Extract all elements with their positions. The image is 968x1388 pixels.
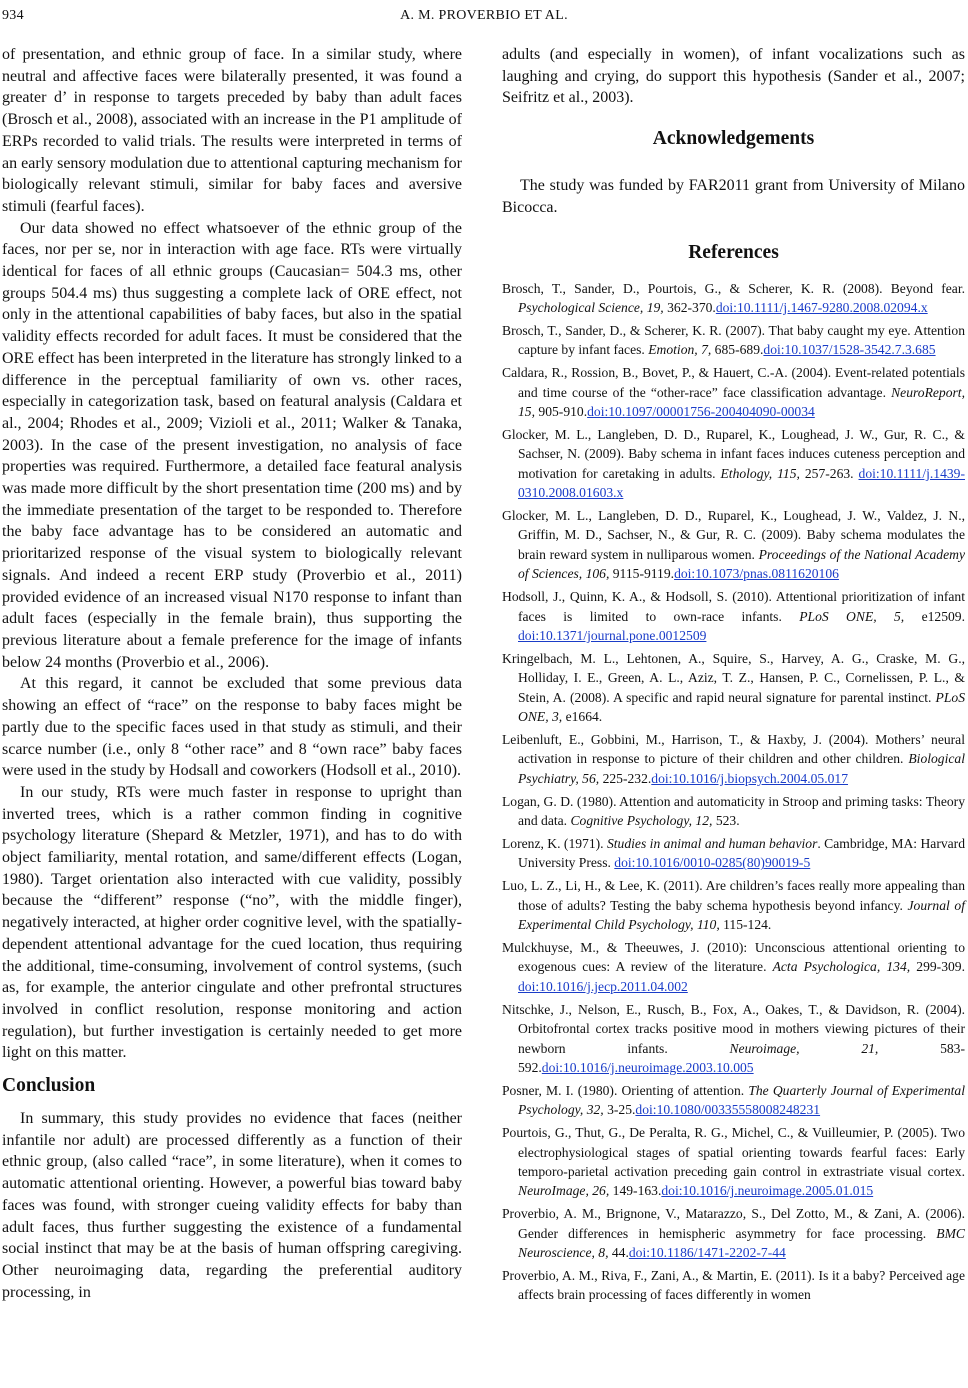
reference-pages: 115-124. <box>719 917 772 933</box>
reference-pages: 257-263. <box>799 465 859 481</box>
doi-link[interactable]: doi:10.1111/j.1467-9280.2008.02094.x <box>715 299 928 315</box>
reference-pages: 3-25. <box>603 1102 636 1118</box>
reference-item <box>502 730 965 788</box>
reference-item <box>502 834 965 873</box>
doi-link[interactable]: doi:10.1186/1471-2202-7-44 <box>628 1245 786 1261</box>
reference-journal: NeuroReport, 15, <box>518 384 965 419</box>
doi-link[interactable]: doi:10.1111/j.1439-0310.2008.01603.x <box>518 465 965 501</box>
reference-item <box>502 792 965 831</box>
reference-item <box>502 1123 965 1201</box>
reference-journal: NeuroImage, 26, <box>518 1183 610 1199</box>
body-paragraph: At this regard, it cannot be excluded that some previous data showing an effect of “race” on the response to baby faces might be partly due to the specific faces used in that study as stimuli, and their scarce number (i.e., only 8 “other race” and 8 “own race” baby faces were used in the study by Hodsall and coworkers (Hodsoll et al., 2010). <box>2 675 462 780</box>
doi-link[interactable]: doi:10.1037/1528-3542.7.3.685 <box>763 342 936 358</box>
reference-authors-title: Glocker, M. L., Langleben, D. D., Ruparel, K., Loughead, J. W., Valdez, J. N., Griffin, M. D., Sachser, N., & Gur, R. C. (2009). Baby schema modulates the brain reward system in nulliparous women. <box>502 507 965 562</box>
reference-authors-title: Kringelbach, M. L., Lehtonen, A., Squire, S., Harvey, A. G., Craske, M. G., Holliday, I. E., Green, A. L., Aziz, T. Z., Hansen, P. C., Cornelissen, P. L., & Stein, A. (2008). A specific and rapid neural signature for parental instinct. <box>502 650 965 705</box>
page-header <box>0 8 968 28</box>
acknowledgements-heading: Acknowledgements <box>652 128 815 150</box>
reference-item <box>502 425 965 503</box>
reference-pages: 583-592. <box>518 1040 965 1075</box>
reference-journal: Ethology, 115, <box>720 465 800 481</box>
reference-journal: BMC Neuroscience, 8, <box>518 1225 965 1261</box>
reference-item <box>502 938 965 996</box>
reference-pages: 685-689. <box>711 342 764 358</box>
reference-item <box>502 1000 965 1078</box>
reference-pages: 149-163. <box>609 1183 662 1199</box>
reference-journal: Studies in animal and human behavior <box>606 835 818 851</box>
doi-link[interactable]: doi:10.1016/j.biopsych.2004.05.017 <box>651 770 849 786</box>
doi-link[interactable]: doi:10.1080/00335558008248231 <box>635 1102 821 1118</box>
body-paragraph: of presentation, and ethnic group of face. In a similar study, where neutral and affective faces were bilaterally presented, it was found a greater d’ in response to targets preceded by baby than adult faces (Brosch et al., 2008), associated with an increase in the P1 amplitude of ERPs recorded to valid trials. The results were interpreted in terms of an early sensory modulation due to attentional capturing mechanism for biologically relevant stimuli, similar for baby faces and aversive stimuli (fearful faces). <box>2 46 462 215</box>
reference-authors-title: Luo, L. Z., Li, H., & Lee, K. (2011). Are children’s faces really more appealing than those of adults? Testing the baby schema hypothesis beyond infancy. <box>502 878 965 913</box>
reference-authors-title: Nitschke, J., Nelson, E., Rusch, B., Fox, A., Oakes, T., & Davidson, R. (2004). Orbitofrontal cortex tracks positive mood in mothers viewing pictures of their newborn infants. <box>502 1001 965 1056</box>
reference-item <box>502 506 965 584</box>
reference-item <box>502 1204 965 1262</box>
reference-journal: The Quarterly Journal of Experimental Psychology, 32, <box>518 1082 965 1118</box>
reference-journal: Proceedings of the National Academy of Sciences, 106, <box>518 546 965 582</box>
doi-link[interactable]: doi:10.1016/j.jecp.2011.04.002 <box>518 978 688 994</box>
doi-link[interactable]: doi:10.1097/00001756-200404090-00034 <box>587 403 815 419</box>
reference-authors-title: Posner, M. I. (1980). Orienting of attention. <box>502 1082 749 1098</box>
reference-journal: Psychological Science, 19, <box>518 299 664 315</box>
reference-pages: 9115-9119. <box>609 566 675 582</box>
body-paragraph: In our study, RTs were much faster in response to upright than inverted trees, which is a rather common finding in cognitive psychology literature (Shepard & Metzler, 1971), and has to do with object familiarity, mental rotation, and same/different effects (Logan, 1980). Target orientation also interacted with cue validity, possibly because the “different” response (“no”, with the middle finger), negatively interacted, at higher order cognitive level, with the spatially-dependent attentional advantage for the cued location, thus requiring the additional, time-consuming, involvement of control systems, (such as, for example, the anterior cingulate and other prefrontal structures involved in conflict resolution, response monitoring and action regulation), but further investigation is certainly needed to get more light on this matter. <box>2 783 462 1062</box>
right-column <box>502 44 965 1308</box>
reference-journal: Acta Psychologica, 134, <box>772 959 911 975</box>
reference-item <box>502 321 965 360</box>
reference-authors-title: Glocker, M. L., Langleben, D. D., Ruparel, K., Loughead, J. W., Gur, R. C., & Sachser, N. (2009). Baby schema in infant faces induces cuteness perception and motivation for caretaking in adults. <box>502 426 965 481</box>
reference-pages: e12509. <box>904 608 966 624</box>
reference-journal: PLoS ONE, 3, <box>518 689 965 725</box>
reference-pages: 44. <box>608 1245 629 1261</box>
reference-journal: Neuroimage, 21, <box>729 1040 879 1056</box>
reference-item <box>502 279 965 318</box>
reference-authors-title: Mulckhuyse, M., & Theeuwes, J. (2010): Unconscious attentional orienting to exogenous cues: A review of the literature. <box>502 940 965 975</box>
reference-journal: Cognitive Psychology, 12, <box>570 813 713 829</box>
reference-journal: Journal of Experimental Child Psychology, 110, <box>518 897 965 933</box>
reference-authors-title: Lorenz, K. (1971). <box>502 835 607 851</box>
running-head: A. M. PROVERBIO ET AL. <box>400 8 568 23</box>
reference-authors-title: Logan, G. D. (1980). Attention and automaticity in Stroop and priming tasks: Theory and data. <box>502 793 965 829</box>
reference-authors-title: Leibenluft, E., Gobbini, M., Harrison, T., & Haxby, J. (2004). Mothers’ neural activation in response to picture of their children and other children. <box>502 731 965 767</box>
reference-item <box>502 363 965 421</box>
reference-item <box>502 649 965 727</box>
reference-pages: 362-370. <box>663 299 716 315</box>
reference-authors-title: Proverbio, A. M., Riva, F., Zani, A., & Martin, E. (2011). Is it a baby? Perceived age affects brain processing of faces differently in women <box>502 1268 965 1303</box>
left-column <box>2 44 462 1303</box>
body-paragraph: adults (and especially in women), of infant vocalizations such as laughing and crying, do support this hypothesis (Sander et al., 2007; Seifritz et al., 2003). <box>502 46 965 107</box>
doi-link[interactable]: doi:10.1016/j.neuroimage.2003.10.005 <box>541 1059 754 1075</box>
reference-authors-title: Proverbio, A. M., Brignone, V., Matarazzo, S., Del Zotto, M., & Zani, A. (2006). Gender differences in hemispheric asymmetry for face processing. <box>502 1206 965 1241</box>
reference-item <box>502 1266 965 1305</box>
references-heading: References <box>688 241 779 263</box>
body-paragraph: Our data showed no effect whatsoever of the ethnic group of the faces, nor per se, nor in interaction with age face. RTs were virtually identical for faces of all ethnic groups (Caucasian= 504.3 ms, other groups 504.4 ms) thus suggesting a complete lack of ORE effect, not only in the attentional capabilities of baby faces, but also in the spatial validity effects recorded for adult faces. It must be considered that the ORE effect has been interpreted in the literature has strongly linked to a difference in the perceptual familiarity of own vs. other races, especially in categorization task, based on featural analysis (Caldara et al., 2004; Rhodes et al., 2009; Vizioli et al., 2011; Walker & Tanaka, 2003). In the case of the present investigation, no analysis of face properties was required. Furthermore, a detailed face featural analysis was made more difficult by the short presentation time (200 ms) and by the immediate presentation of the target to be responded to. Therefore the baby face advantage has to be considered an automatic and prioritarized response of the visual system to biologically relevant signals. And indeed a recent ERP study (Proverbio et al., 2011) provided evidence of an increased visual N170 response to infant than adult faces (especially in the female brain), thus supporting the previous literature about a female preference for the image of infants below 24 months (Proverbio et al., 2006). <box>2 219 462 671</box>
doi-link[interactable]: doi:10.1073/pnas.0811620106 <box>674 566 839 582</box>
reference-item <box>502 1081 965 1120</box>
reference-pages: 905-910. <box>535 403 588 419</box>
reference-journal: Emotion, 7, <box>648 342 712 358</box>
reference-pages: 225-232. <box>599 770 652 786</box>
conclusion-paragraph: In summary, this study provides no evidence that faces (neither infantile nor adult) are processed differently as a function of their ethnic group, (also called “race”, in some literature), when it comes to automatic attentional orienting. However, a powerful bias toward baby faces was found, with stronger cueing validity effects for baby than adult faces, thus further suggesting the existence of a fundamental social instinct that may be at the basis of human offspring caregiving. Other neuroimaging data, regarding the preferential auditory processing, in <box>2 1110 462 1301</box>
doi-link[interactable]: doi:10.1371/journal.pone.0012509 <box>518 627 707 643</box>
reference-item <box>502 587 965 645</box>
reference-authors-title: Brosch, T., Sander, D., Pourtois, G., & Scherer, K. R. (2008). Beyond fear. <box>502 280 965 296</box>
reference-authors-title: Pourtois, G., Thut, G., De Peralta, R. G., Michel, C., & Vuilleumier, P. (2005). Two electrophysiological stages of spatial orienting towards fearful faces: Early temporo-parietal activation preceding gain control in extrastriate visual cortex. <box>502 1125 965 1179</box>
reference-pages: 523. <box>712 813 740 829</box>
page-number: 934 <box>2 8 24 23</box>
doi-link[interactable]: doi:10.1016/0010-0285(80)90019-5 <box>614 855 811 871</box>
reference-authors-title: Caldara, R., Rossion, B., Bovet, P., & Hauert, C.-A. (2004). Event-related potentials and time course of the “other-race” face classification advantage. <box>502 365 965 400</box>
reference-pages: 299-309. <box>910 959 965 975</box>
reference-pages: . Cambridge, MA: Harvard University Press. <box>518 835 965 871</box>
reference-pages: e1664. <box>562 709 603 725</box>
reference-journal: Biological Psychiatry, 56, <box>518 751 965 786</box>
reference-journal: PLoS ONE, 5, <box>799 608 905 624</box>
conclusion-heading: Conclusion <box>2 1075 96 1097</box>
doi-link[interactable]: doi:10.1016/j.neuroimage.2005.01.015 <box>661 1183 874 1199</box>
reference-item <box>502 876 965 934</box>
reference-list <box>502 279 965 1305</box>
reference-authors-title: Hodsoll, J., Quinn, K. A., & Hodsoll, S. (2010). Attentional prioritization of infant faces is limited to own-race infants. <box>502 589 965 624</box>
reference-authors-title: Brosch, T., Sander, D., & Scherer, K. R. (2007). That baby caught my eye. Attention capture by infant faces. <box>502 322 965 358</box>
acknowledgements-paragraph: The study was funded by FAR2011 grant from University of Milano Bicocca. <box>502 177 965 216</box>
